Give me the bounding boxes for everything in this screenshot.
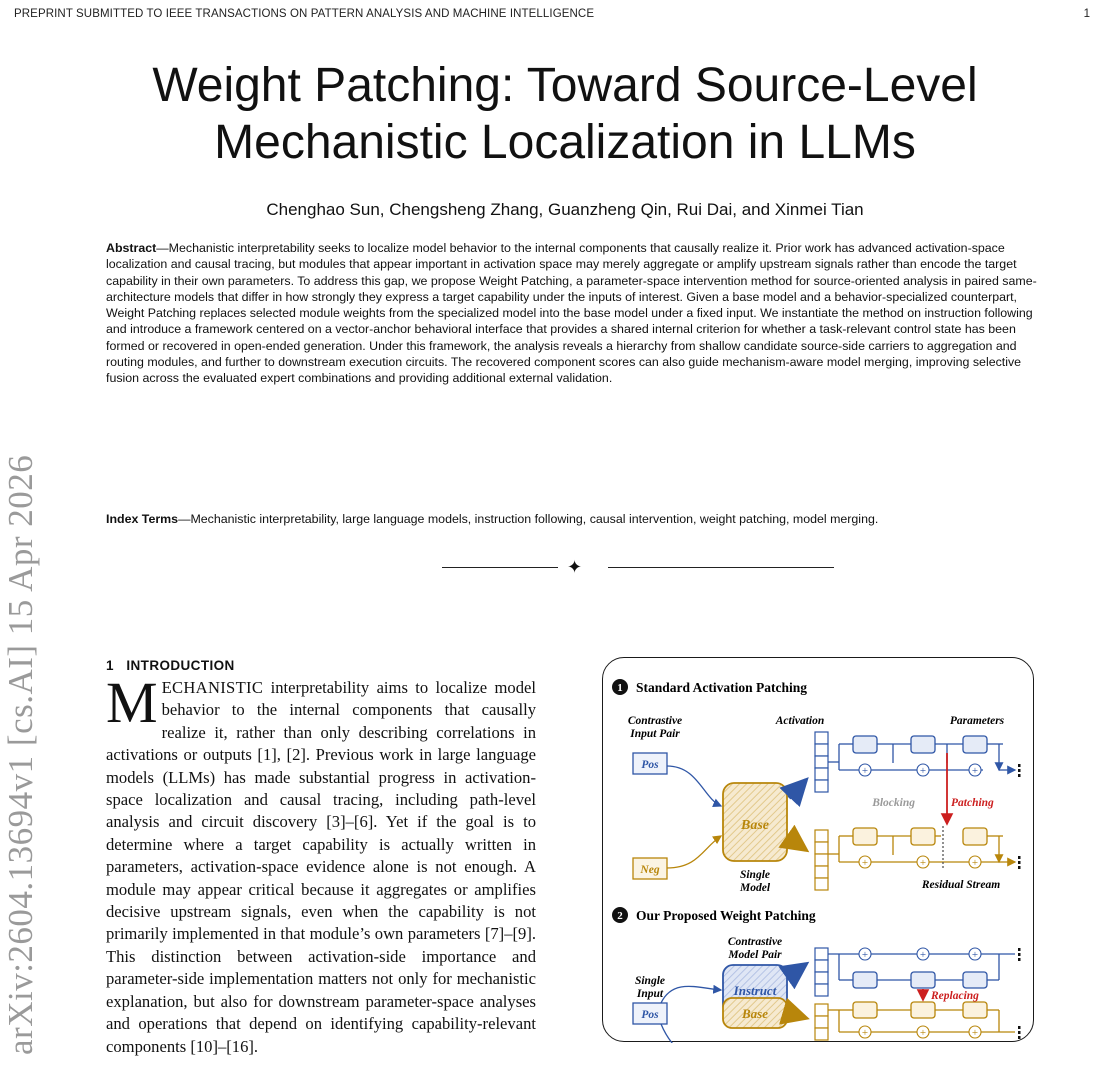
page-number: 1 (1083, 8, 1090, 20)
author-list: Chenghao Sun, Chengsheng Zhang, Guanzheng Qin, Rui Dai, and Xinmei Tian (266, 200, 864, 219)
gold-flow-arrow (789, 1013, 806, 1018)
replacing-label: Replacing (931, 990, 979, 1002)
patching-label: Patching (951, 797, 994, 809)
activation-cell-blue (815, 948, 828, 960)
title-line-1: Weight Patching: Toward Source-Level (152, 59, 978, 112)
figure-weight-patching (602, 657, 1034, 1042)
index-terms-label: Index Terms (106, 512, 179, 526)
base-label: Base (741, 818, 769, 833)
blue-module-3 (963, 736, 987, 753)
divider-left (442, 567, 558, 568)
activation-cell-gold (815, 1028, 828, 1040)
output-dot (1018, 953, 1021, 956)
gold-module-p2 (911, 1002, 935, 1018)
blue-module-p2 (911, 972, 935, 988)
input-pair-label: Input Pair (630, 728, 680, 740)
section-number: 1 (106, 658, 114, 673)
plus-sign: + (919, 1027, 927, 1039)
svg-text:+: + (861, 857, 869, 869)
single-input-label-2: Input (636, 988, 664, 1000)
abstract-label: Abstract (106, 241, 157, 255)
blue-module-p2 (853, 972, 877, 988)
plus-sign: + (861, 1027, 869, 1039)
index-terms-text: —Mechanistic interpretability, large language models, instruction following, causal intervention, weight patching, model merging. (178, 512, 879, 526)
pos-label: Pos (641, 759, 659, 771)
blue-flow-arrow (789, 964, 806, 976)
panel-2-title: Our Proposed Weight Patching (636, 908, 816, 923)
abstract (106, 240, 1038, 387)
activation-cell-gold (815, 1004, 828, 1016)
svg-text:+: + (919, 765, 927, 777)
paper-title (90, 57, 1040, 171)
single-input-label-1: Single (634, 975, 666, 987)
panel-1-title: Standard Activation Patching (636, 680, 808, 695)
blue-module-p2 (963, 972, 987, 988)
model-pair-label: Model Pair (728, 949, 782, 961)
neg-label: Neg (640, 864, 660, 876)
activation-stack-blue (815, 732, 828, 792)
abstract-text: —Mechanistic interpretability seeks to localize model behavior to the internal components that causally realize it. Prior work has advanced activation-space localization and causal tracing, but modules that appear important in activation space may merely aggregate or amplify upstream signals rather than encode the target capability in their own parameters. To address this gap, we propose Weight Patching, a parameter-space intervention method for source-oriented analysis in paired same-architecture models that differ in how strongly they express a target capability under the inputs of interest. Given a base model and a behavior-specialized counterpart, Weight Patching replaces selected module weights from the specialized model into the base model under a fixed input. We instantiate the method on instruction following and introduce a framework centered on a vector-anchor behavioral interface that provides a shared internal criterion for whether a task-relevant control state has been formed or recovered in open-ended generation. Under this framework, the analysis reveals a hierarchy from shallow candidate source-side carriers to aggregation and routing modules, and further to downstream execution circuits. The recovered component scores can also guide mechanism-aware model merging, improving selective fusion across the evaluated expert combinations and providing additional external validation. (106, 241, 1037, 386)
figure-diagram (603, 658, 1035, 1043)
svg-text:+: + (861, 765, 869, 777)
index-terms (106, 511, 1038, 527)
svg-text:+: + (919, 857, 927, 869)
panel-2-number: 2 (617, 910, 623, 922)
parameters-label: Parameters (949, 715, 1005, 727)
activation-cell-blue (815, 972, 828, 984)
diamond-icon: ✦ (567, 557, 583, 577)
introduction-paragraph (106, 670, 536, 1058)
activation-cell-gold (815, 1016, 828, 1028)
section-title: INTRODUCTION (126, 658, 235, 673)
svg-text:+: + (971, 765, 979, 777)
plus-sign: + (971, 949, 979, 961)
svg-text:+: + (971, 857, 979, 869)
activation-label: Activation (775, 715, 825, 727)
blue-module-2 (911, 736, 935, 753)
output-dot (1018, 1031, 1021, 1034)
pos-label-2: Pos (641, 1009, 659, 1021)
plus-sign: + (971, 1027, 979, 1039)
activation-cell-blue (815, 960, 828, 972)
contrastive-label-1: Contrastive (627, 715, 683, 727)
gold-module-p2 (963, 1002, 987, 1018)
panel-1-number: 1 (617, 682, 623, 694)
base-label-2: Base (742, 1006, 768, 1021)
output-dot (1018, 1026, 1021, 1029)
single-label: Single (739, 869, 771, 881)
title-line-2: Mechanistic Localization in LLMs (214, 116, 916, 169)
output-dot (1018, 958, 1021, 961)
model-label: Model (739, 882, 771, 894)
activation-stack-gold (815, 830, 828, 890)
residual-stream-label: Residual Stream (921, 879, 1001, 891)
activation-cell-blue (815, 984, 828, 996)
output-dot (1018, 948, 1021, 951)
divider-right (608, 567, 834, 568)
running-header: PREPRINT SUBMITTED TO IEEE TRANSACTIONS ON PATTERN ANALYSIS AND MACHINE INTELLIGENCE (14, 8, 595, 20)
contrastive-label-2: Contrastive (727, 936, 783, 948)
smallcaps-word: ECHANISTIC (161, 678, 264, 697)
blocking-label: Blocking (872, 797, 915, 809)
instruct-label: Instruct (733, 983, 777, 998)
output-dot (1018, 1036, 1021, 1039)
intro-body: interpretability aims to localize model behavior to the internal components that causally realize it, rather than only describing correlations in activations or outputs [1], [2]. Previous work in large language models (LLMs) has made substantial progress in activation-space localization and causal tracing, including path-level analysis and circuit discovery [3]–[6]. Yet if the goal is to determine where a target capability is actually written in parameters, activation-space evidence alone is not enough. A module may appear critical because it aggregates or amplifies decisive upstream signals, even when the capability is not primarily implemented in that module’s own parameters [7]–[9]. This distinction between activation-side importance and parameter-side implementation matters not only for mechanistic explanation, but also for downstream parameter-space analyses and operations that depend on identifying capability-relevant components [10]–[16]. (106, 678, 536, 1056)
arxiv-stamp: arXiv:2604.13694v1 [cs.AI] 15 Apr 2026 (1, 454, 40, 1055)
gold-module-p2 (853, 1002, 877, 1018)
blue-module-1 (853, 736, 877, 753)
plus-sign: + (919, 949, 927, 961)
drop-cap: M (106, 670, 158, 735)
plus-sign: + (861, 949, 869, 961)
panel-1 (612, 679, 1021, 894)
